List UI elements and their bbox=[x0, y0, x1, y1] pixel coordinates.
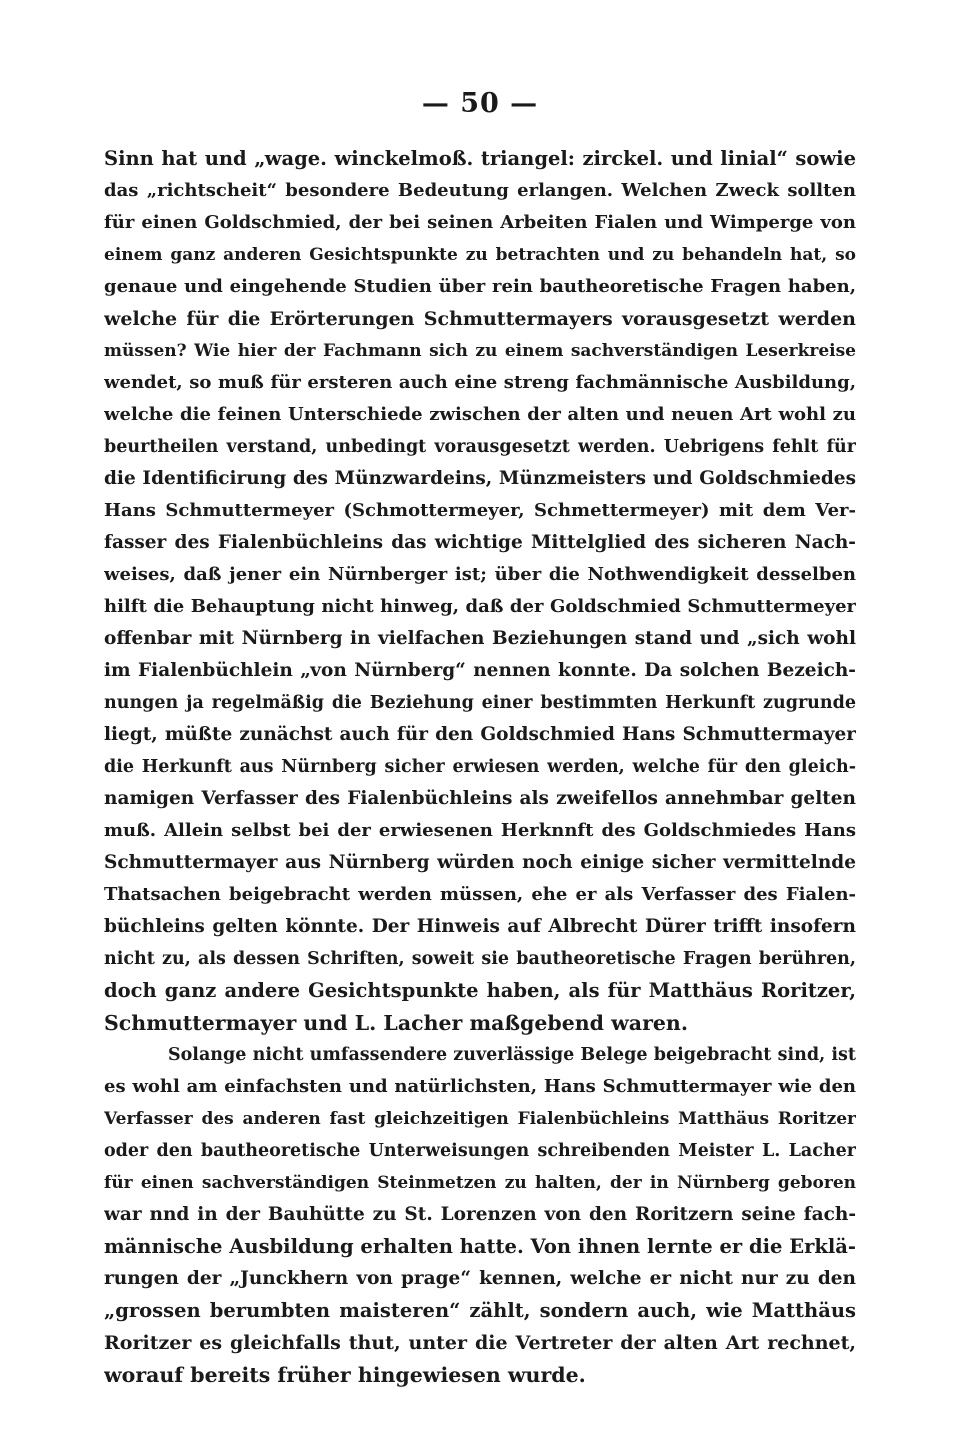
text-line: Hans Schmuttermeyer (Schmottermeyer, Schmettermeyer) mit dem Ver- bbox=[104, 500, 856, 521]
text-line: müssen? Wie hier der Fachmann sich zu einem sachverständigen Leserkreise bbox=[104, 341, 856, 361]
text-line: im Fialenbüchlein „von Nürnberg“ nennen konnte. Da solchen Bezeich- bbox=[104, 660, 856, 681]
text-line: nicht zu, als dessen Schriften, soweit sie bautheoretische Fragen berühren, bbox=[104, 949, 856, 969]
text-line: Schmuttermayer aus Nürnberg würden noch einige sicher vermittelnde bbox=[104, 852, 856, 873]
text-line: welche für die Erörterungen Schmuttermayers vorausgesetzt werden bbox=[104, 308, 856, 330]
paragraph bbox=[104, 143, 856, 1039]
text-line: muß. Allein selbst bei der erwiesenen Herknnft des Goldschmiedes Hans bbox=[104, 820, 856, 841]
text-line: für einen Goldschmied, der bei seinen Arbeiten Fialen und Wimperge von bbox=[104, 212, 856, 233]
text-line: oder den bautheoretische Unterweisungen schreibenden Meister L. Lacher bbox=[104, 1141, 856, 1161]
text-line: büchleins gelten könnte. Der Hinweis auf Albrecht Dürer trifft insofern bbox=[104, 916, 856, 937]
text-line: hilft die Behauptung nicht hinweg, daß der Goldschmied Schmuttermeyer bbox=[104, 596, 856, 617]
text-line: war nnd in der Bauhütte zu St. Lorenzen von den Roritzern seine fach- bbox=[104, 1204, 856, 1225]
text-line: worauf bereits früher hingewiesen wurde. bbox=[104, 1363, 586, 1387]
text-line: genaue und eingehende Studien über rein bautheoretische Fragen haben, bbox=[104, 276, 856, 297]
text-line: Schmuttermayer und L. Lacher maßgebend waren. bbox=[104, 1011, 688, 1035]
text-line: nungen ja regelmäßig die Beziehung einer bestimmten Herkunft zugrunde bbox=[104, 693, 856, 713]
text-line: welche die feinen Unterschiede zwischen der alten und neuen Art wohl zu bbox=[104, 404, 856, 425]
text-line: Sinn hat und „wage. winckelmoß. triangel: zirckel. und linial“ sowie bbox=[104, 147, 856, 170]
text-line: männische Ausbildung erhalten hatte. Von ihnen lernte er die Erklä- bbox=[104, 1235, 856, 1258]
text-line: Thatsachen beigebracht werden müssen, ehe er als Verfasser des Fialen- bbox=[104, 884, 856, 905]
text-line: die Herkunft aus Nürnberg sicher erwiesen werden, welche für den gleich- bbox=[104, 757, 856, 777]
text-line: namigen Verfasser des Fialenbüchleins als zweifellos annehmbar gelten bbox=[104, 788, 856, 809]
text-line: wendet, so muß für ersteren auch eine streng fachmännische Ausbildung, bbox=[104, 372, 856, 393]
text-line: „grossen berumbten maisteren“ zählt, sondern auch, wie Matthäus bbox=[104, 1299, 856, 1322]
text-line: Roritzer es gleichfalls thut, unter die Vertreter der alten Art rechnet, bbox=[104, 1332, 856, 1354]
paragraph bbox=[104, 1039, 856, 1391]
text-line: beurtheilen verstand, unbedingt vorausgesetzt werden. Uebrigens fehlt für bbox=[104, 437, 856, 457]
body-text bbox=[104, 143, 856, 1391]
text-line: rungen der „Junckhern von prage“ kennen, welche er nicht nur zu den bbox=[104, 1268, 856, 1289]
text-line: offenbar mit Nürnberg in vielfachen Beziehungen stand und „sich wohl bbox=[104, 628, 856, 649]
text-line: Solange nicht umfassendere zuverlässige Belege beigebracht sind, ist bbox=[168, 1045, 856, 1065]
text-line: fasser des Fialenbüchleins das wichtige Mittelglied des sicheren Nach- bbox=[104, 532, 856, 553]
text-line: doch ganz andere Gesichtspunkte haben, als für Matthäus Roritzer, bbox=[104, 979, 856, 1002]
page-number: — 50 — bbox=[421, 88, 539, 119]
text-line: die Identificirung des Münzwardeins, Münzmeisters und Goldschmiedes bbox=[104, 468, 856, 489]
text-line: für einen sachverständigen Steinmetzen zu halten, der in Nürnberg geboren bbox=[104, 1173, 856, 1193]
text-line: liegt, müßte zunächst auch für den Goldschmied Hans Schmuttermayer bbox=[104, 724, 856, 745]
text-line: es wohl am einfachsten und natürlichsten, Hans Schmuttermayer wie den bbox=[104, 1076, 856, 1097]
text-line: Verfasser des anderen fast gleichzeitigen Fialenbüchleins Matthäus Roritzer bbox=[104, 1109, 856, 1129]
text-line: einem ganz anderen Gesichtspunkte zu betrachten und zu behandeln hat, so bbox=[104, 245, 856, 265]
text-line: weises, daß jener ein Nürnberger ist; über die Nothwendigkeit desselben bbox=[104, 564, 856, 585]
text-line: das „richtscheit“ besondere Bedeutung erlangen. Welchen Zweck sollten bbox=[104, 180, 856, 201]
